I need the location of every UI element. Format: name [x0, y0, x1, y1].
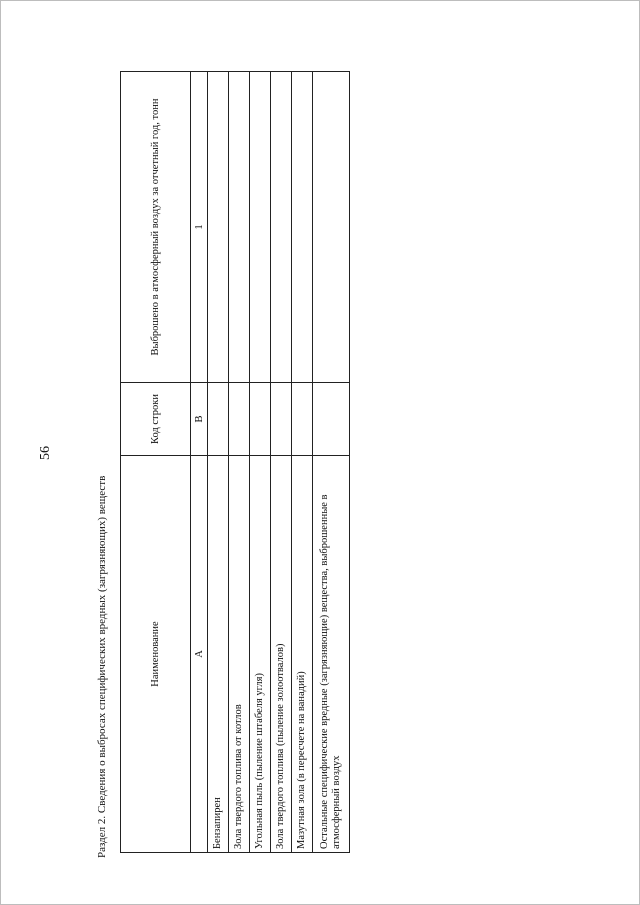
- letter-code: В: [191, 383, 208, 456]
- table-row: [229, 72, 250, 853]
- row-value: [250, 72, 271, 383]
- table-row: [208, 72, 229, 853]
- row-code: [208, 383, 229, 456]
- section-title: Раздел 2. Сведения о выбросах специфических вредных (загрязняющих) веществ: [96, 475, 108, 858]
- row-name: Зола твердого топлива (пыление золоотвалов): [271, 456, 292, 853]
- emissions-table: [120, 71, 350, 853]
- row-code: [271, 383, 292, 456]
- header-name: Наименование: [121, 456, 191, 853]
- column-letters-row: [191, 72, 208, 853]
- letter-value: 1: [191, 72, 208, 383]
- row-value: [229, 72, 250, 383]
- table-row: [292, 72, 313, 853]
- table-row: [313, 72, 350, 853]
- row-name: Зола твердого топлива от котлов: [229, 456, 250, 853]
- row-name: Бензапирен: [208, 456, 229, 853]
- table-row: [271, 72, 292, 853]
- header-value: Выброшено в атмосферный воздух за отчетный год, тонн: [121, 72, 191, 383]
- header-code: Код строки: [121, 383, 191, 456]
- table-header-row: [121, 72, 191, 853]
- row-code: [292, 383, 313, 456]
- row-name: Угольная пыль (пыление штабеля угля): [250, 456, 271, 853]
- row-code: [229, 383, 250, 456]
- row-value: [292, 72, 313, 383]
- row-code: [313, 383, 350, 456]
- row-code: [250, 383, 271, 456]
- table-row: [250, 72, 271, 853]
- row-value: [313, 72, 350, 383]
- page-number: 56: [38, 446, 53, 460]
- row-value: [271, 72, 292, 383]
- row-name: Мазутная зола (в пересчете на ванадий): [292, 456, 313, 853]
- row-name: Остальные специфические вредные (загрязняющие) вещества, выброшенные в атмосферный воздух: [313, 456, 350, 853]
- row-value: [208, 72, 229, 383]
- letter-name: А: [191, 456, 208, 853]
